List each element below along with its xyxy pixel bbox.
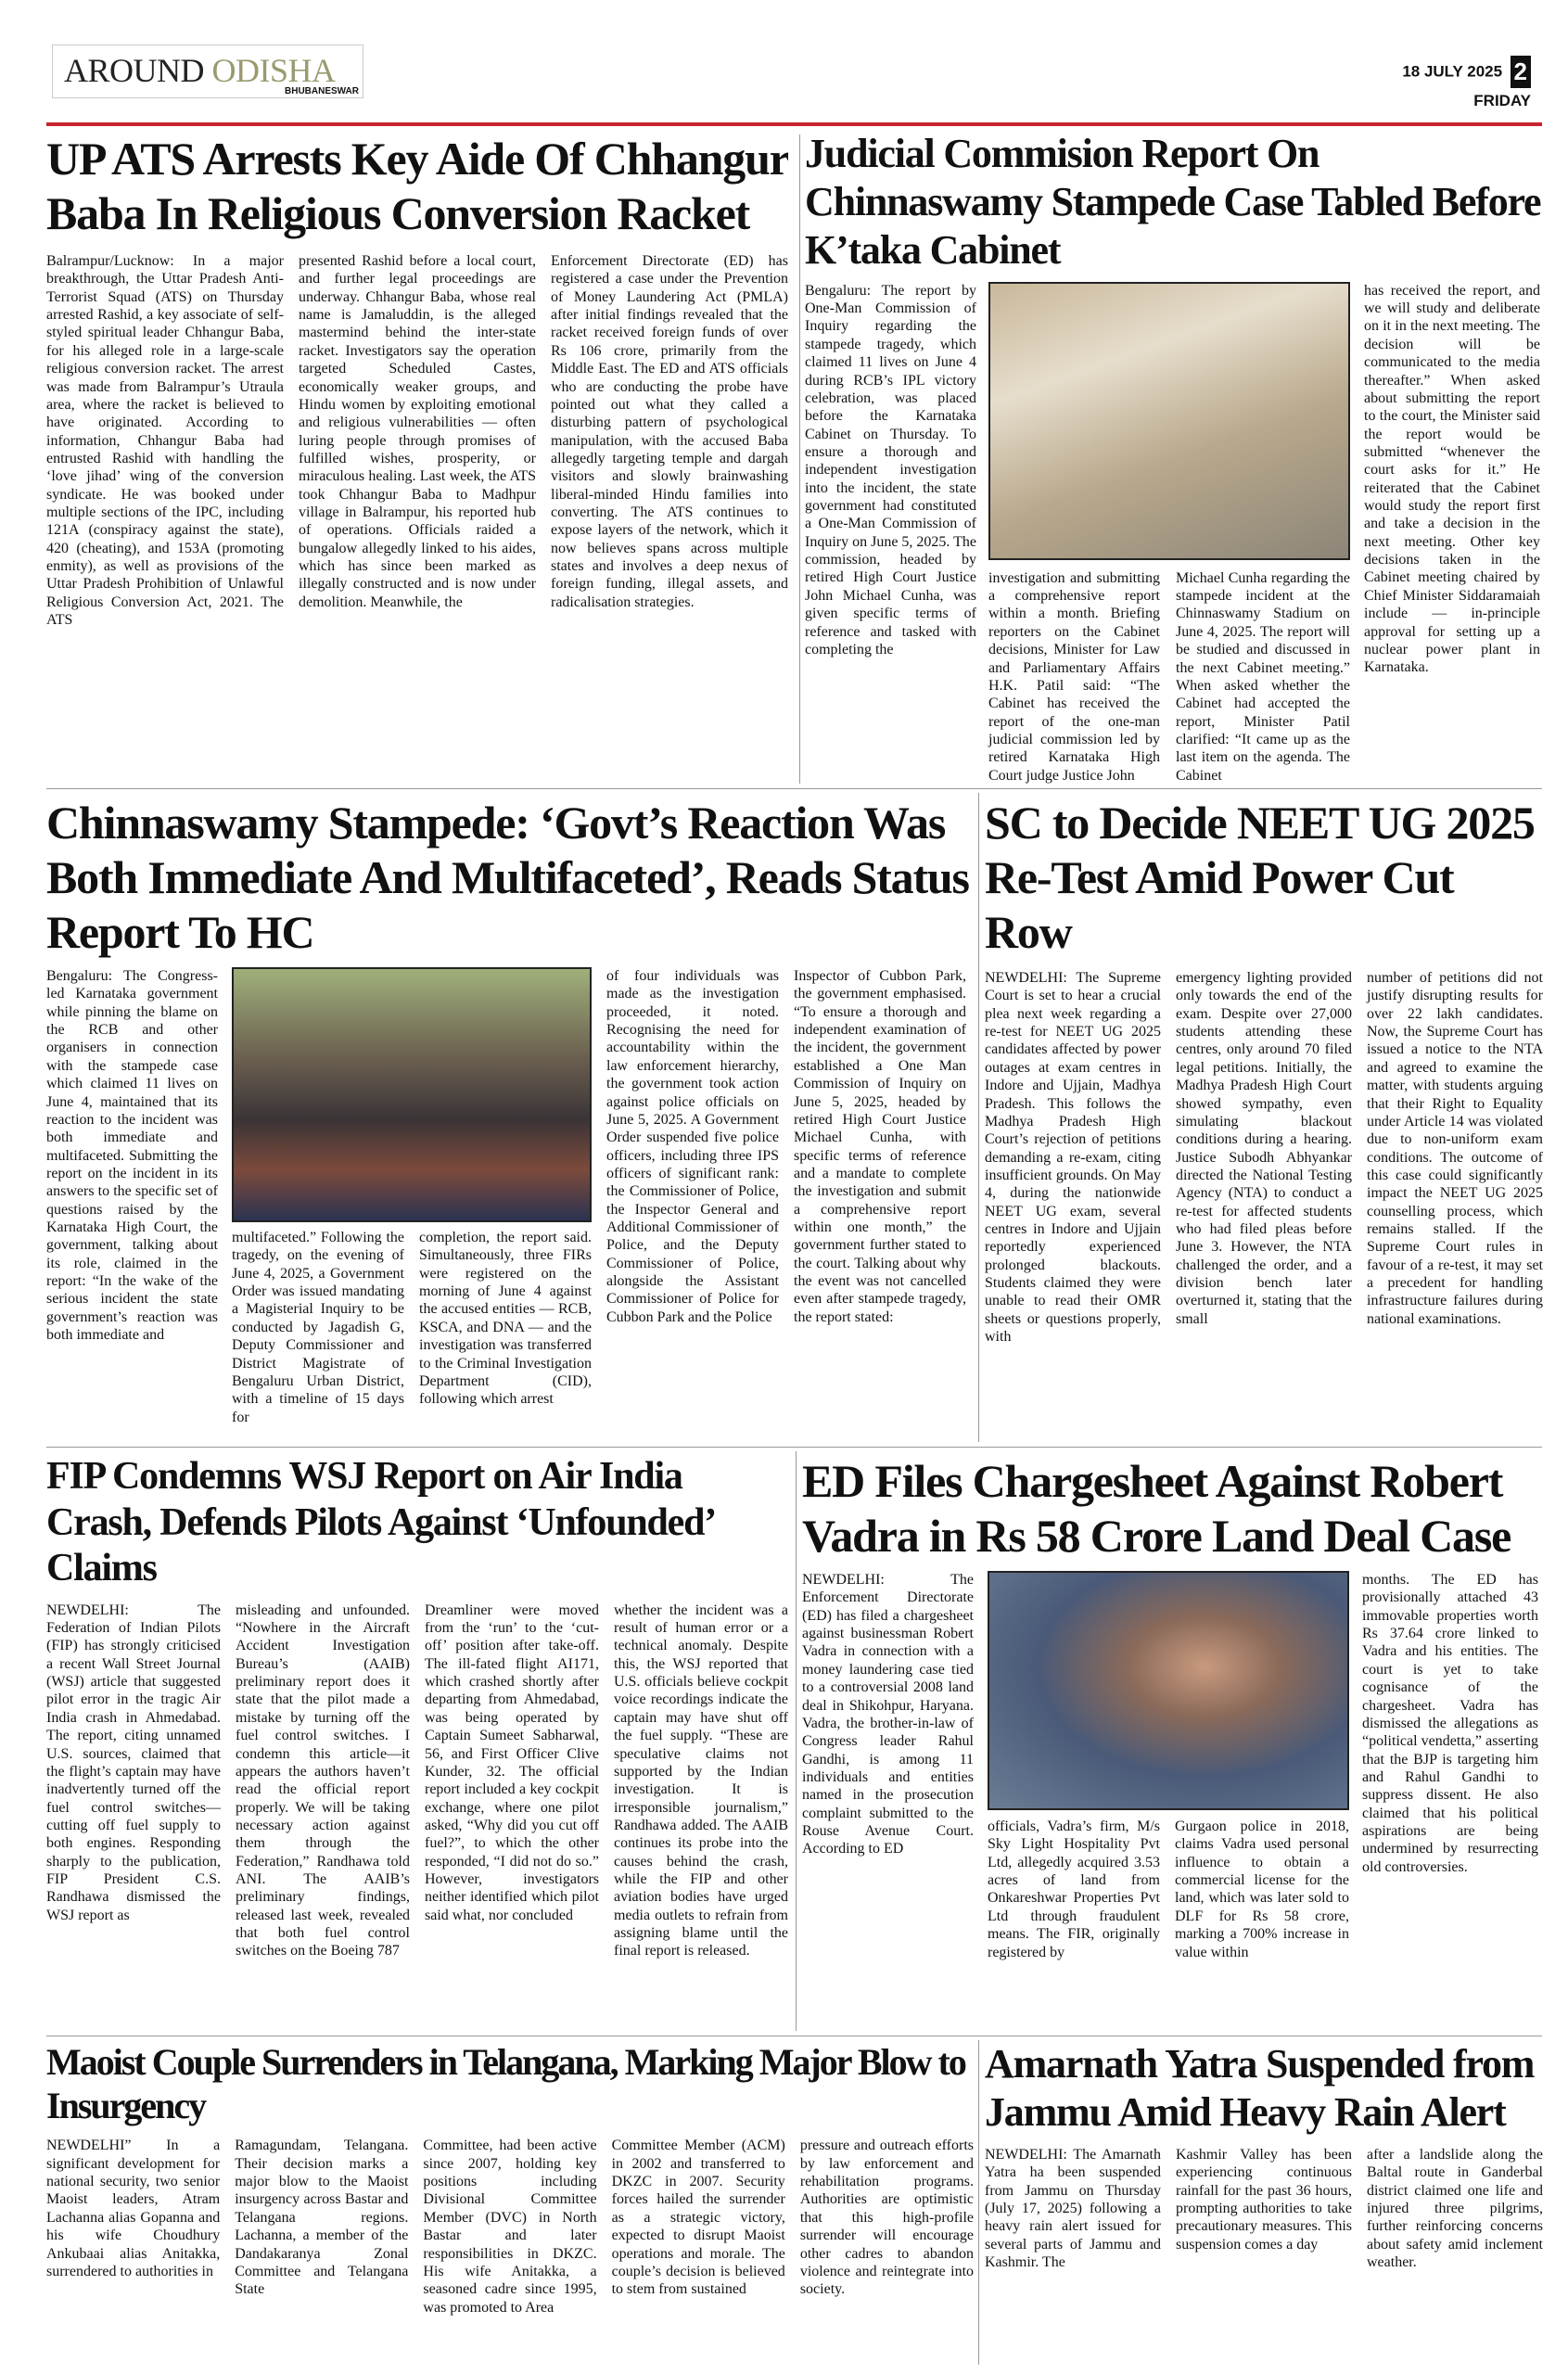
police-crowd-photo [988,282,1350,560]
headline: Judicial Commision Report On Chinnaswamy Stampede Case Tabled Before K’taka Cabinet [805,131,1541,273]
vadra-portrait-photo [988,1571,1349,1810]
headline: SC to Decide NEET UG 2025 Re-Test Amid Power Cut Row [985,797,1535,958]
masthead-city: BHUBANESWAR [285,86,359,96]
headline: ED Files Chargesheet Against Robert Vadra in Rs 58 Crore Land Deal Case [802,1455,1511,1562]
dateline [1402,56,1531,110]
page-number: 2 [1511,56,1531,88]
masthead-rule [46,122,1542,126]
article-body: NEWDELHI: The Supreme Court is set to hear a crucial plea next week regarding a re-test for NEET UG 2025 candidates affected by power outages at exam centres in Indore and Ujjain, Madhya Pradesh. This follows the Madhya Pradesh High Court’s rejection of petitions demanding a re-exam, citing insufficient grounds. On May 4, during the nationwide NEET UG exam, several centres in Indore and Ujjain reportedly experienced prolonged blackouts. Students claimed they were unable to read their OMR sheets or questions properly, with emergency lighting provided only towards the end of the exam. Despite over 27,000 students attending these centres, only around 70 filed legal petitions. Initially, the Madhya Pradesh High Court showed sympathy, even simulating blackout conditions during a hearing. Justice Subodh Abhyankar directed the National Testing Agency (NTA) to conduct a re-test for affected students who had filed pleas before June 3. However, the NTA challenged the order, and a division bench later overturned it, stating that the small number of petitions did not justify disrupting results for over 22 lakh candidates. Now, the Supreme Court has issued a notice to the NTA and agreed to examine the matter, with students arguing that their Right to Equality under Article 14 was violated due to non-uniform exam conditions. The outcome of this case could significantly impact the NEET UG 2025 counselling process, which remains stalled. If the Supreme Court rules in favour of a re-test, it may set a precedent for handling infrastructure failures during national examinations. [985,970,1543,1346]
headline: UP ATS Arrests Key Aide Of Chhangur Baba In Religious Conversion Racket [46,133,788,239]
article-vadra-chargesheet: ED Files Chargesheet Against Robert Vadra in Rs 58 Crore Land Deal Case NEWDELHI: The Enforcement Directorate (ED) has filed a chargesheet against businessman Robert Vadra in connection with a money laundering case tied to a controversial 2008 land deal in Shikohpur, Haryana. Vadra, the brother-in-law of Congress leader Rahul Gandhi, is among 11 individuals and entities named in the prosecution complaint submitted to the Rouse Avenue Court. According to ED officials, Vadra’s firm, M/s Sky Light Hospitality Pvt Ltd, allegedly acquired 3.53 acres of land from Onkareshwar Properties Pvt Ltd through fraudulent means. The FIR, originally registered by Gurgaon police in 2018, claims Vadra used personal influence to obtain a commercial license for the land, which was later sold to DLF for Rs 58 crore, marking a 700% increase in value within months. The ED has provisionally attached 43 immovable properties worth Rs 37.64 crore linked to Vadra and his entities. The court is yet to take cognisance of the chargesheet. Vadra has dismissed the allegations as “political vendetta,” asserting that the BJP is targeting him and Rahul Gandhi to suppress dissent. He also claimed that his political aspirations are being undermined by resurrecting old controversies. [802,1454,1544,2029]
article-body: NEWDELHI” In a significant development for national security, two senior Maoist leaders, Atram Lachanna alias Gopanna and his wife Choudhury Ankubaai alias Anitakka, surrendered to authorities in Ramagundam, Telangana. Their decision marks a major blow to the Maoist insurgency across Bastar and Telangana regions. Lachanna, a member of the Dandakaranya Zonal Committee and Telangana State Committee, had been active since 2007, holding key positions including Divisional Committee Member (DVC) in North Bastar and later responsibilities in DKZC. His wife Anitakka, a seasoned cadre since 1995, was promoted to Area Committee Member (ACM) in 2002 and transferred to DKZC in 2007. Security forces hailed the surrender as a strategic victory, expected to disrupt Maoist operations and morale. The couple’s decision is believed to stem from sustained pressure and outreach efforts by law enforcement and rehabilitation programs. Authorities are optimistic that this high-profile surrender will encourage other cadres to abandon violence and reintegrate into society. [46,2138,974,2316]
headline: Maoist Couple Surrenders in Telangana, Marking Major Blow to Insurgency [46,2041,965,2127]
stadium-crowd-photo [232,967,592,1222]
article-judicial-commission: Judicial Commision Report On Chinnaswamy Stampede Case Tabled Before K’taka Cabinet Bengaluru: The report by One-Man Commission of Inquiry regarding the stampede tragedy, which claimed 11 lives on June 4 during RCB’s IPL victory celebration, was placed before the Karnataka Cabinet on Thursday. To ensure a thorough and independent investigation into the incident, the state government had constituted a One-Man Commission of Inquiry on June 5, 2025. The commission, headed by retired High Court Justice John Michael Cunha, was given specific terms of reference and tasked with completing the investigation and submitting a comprehensive report within a month. Briefing reporters on the Cabinet decisions, Minister for Law and Parliamentary Affairs H.K. Patil said: “The Cabinet has received the report of the one-man judicial commission led by retired Karnataka High Court judge Justice John Michael Cunha regarding the stampede incident at the Chinnaswamy Stadium on June 4, 2025. The report will be studied and discussed in the next Cabinet meeting.” When asked whether the Cabinet had accepted the report, Minister Patil clarified: “It came up as the last item on the agenda. The Cabinet has received the report, and we will study and deliberate on it in the next meeting. The decision will be communicated to the media thereafter.” When asked about submitting the report to the court, the Minister said the report would be submitted “whenever the court asks for it.” He reiterated that the Cabinet would study the report first and take a decision in the next meeting. Other key decisions taken in the Cabinet meeting chaired by Chief Minister Siddaramaiah include — in-principle approval for setting up a nuclear power plant in Karnataka. [805,131,1541,784]
column-divider [978,793,979,1442]
article-amarnath-yatra [985,2040,1543,2365]
masthead-logo [52,45,363,98]
article-ats-arrest [46,132,788,781]
headline: FIP Condemns WSJ Report on Air India Crash, Defends Pilots Against ‘Unfounded’ Claims [46,1455,713,1590]
column-divider [799,134,800,784]
row-divider [46,788,1542,789]
issue-day: FRIDAY [1473,92,1531,109]
article-fip-wsj [46,1454,788,2029]
article-stampede-status: Chinnaswamy Stampede: ‘Govt’s Reaction Was Both Immediate And Multifaceted’, Reads Status Report To HC Bengaluru: The Congress-led Karnataka government while pinning the blame on the RCB and other organisers in connection with the stampede case which claimed 11 lives on June 4, maintained that its reaction to the incident was both immediate and multifaceted. Submitting the report on the incident in its answers to the specific set of questions raised by the Karnataka High Court, the government, talking about its role, claimed in the report: “In the wake of the serious incident the state government’s reaction was both immediate and multifaceted.” Following the tragedy, on the evening of June 4, 2025, a Government Order was issued mandating a Magisterial Inquiry to be conducted by Jagadish G, Deputy Commissioner and District Magistrate of Bengaluru Urban District, with a timeline of 15 days for completion, the report said. Simultaneously, three FIRs were registered on the morning of June 4 against the accused entities — RCB, KSCA, and DNA — and the investigation was transferred to the Criminal Investigation Department (CID), following which arrest of four individuals was made as the investigation proceeded, it noted. Recognising the need for accountability within the law enforcement hierarchy, the government took action against police officials on June 5, 2025. A Government Order suspended five police officers, including three IPS officers of significant rank: the Commissioner of Police, the Inspector General and Additional Commissioner of Police, and the Deputy Commissioner of Police, alongside the Assistant Commissioner of Police for Cubbon Park and the Police Inspector of Cubbon Park, the government emphasised. “To ensure a thorough and independent examination of the incident, the government established a One Man Commission of Inquiry on June 5, 2025, headed by retired High Court Justice Michael Cunha, with specific terms of reference and a mandate to complete the investigation and submit a comprehensive report within one month,” the government further stated to the court. Talking about why the event was not cancelled even after stampede tragedy, the report stated: [46,796,974,1445]
logo-text: AROUND ODISHA [64,52,336,89]
issue-date: 18 JULY 2025 [1402,62,1503,81]
row-divider [46,1447,1542,1448]
article-body: NEWDELHI: The Amarnath Yatra ha been suspended from Jammu on Thursday (July 17, 2025) following a heavy rain alert issued for several parts of Jammu and Kashmir. The Kashmir Valley has been experiencing continuous rainfall for the past 36 hours, prompting authorities to take precautionary measures. This suspension comes a day after a landslide along the Baltal route in Ganderbal district claimed one life and injured three pilgrims, further reinforcing concerns about safety amid inclement weather. [985,2146,1543,2270]
column-divider [796,1451,797,2031]
article-body: Balrampur/Lucknow: In a major breakthrough, the Uttar Pradesh Anti-Terrorist Squad (ATS) on Thursday arrested Rashid, a key associate of self-styled spiritual leader Chhangur Baba, for his alleged role in a large-scale religious conversion racket. The arrest was made from Balrampur’s Utraula area, where the racket is believed to have originated. According to information, Chhangur Baba had entrusted Rashid with handling the ‘love jihad’ wing of the conversion syndicate. He was booked under multiple sections of the IPC, including 121A (conspiracy against the state), 420 (cheating), and 153A (promoting enmity), as well as provisions of the Uttar Pradesh Prohibition of Unlawful Religious Conversion Act, 2021. The ATS presented Rashid before a local court, and further legal proceedings are underway. Chhangur Baba, whose real name is Jamaluddin, is the alleged mastermind behind the inter-state racket. Investigators say the operation targeted Scheduled Castes, economically weaker groups, and Hindu women by exploiting emotional and religious vulnerabilities — often luring people through promises of fulfilled wishes, prosperity, or miraculous healing. Last week, the ATS took Chhangur Baba to Madhpur village in Balrampur, his reported hub of operations. Officials raided a bungalow allegedly linked to his aides, which has since been marked as illegally constructed and is now under demolition. Meanwhile, the Enforcement Directorate (ED) has registered a case under the Prevention of Money Laundering Act (PMLA) after initial findings revealed that the racket received foreign funds of over Rs 106 crore, primarily from the Middle East. The ED and ATS officials who are conducting the probe have pointed out what they called a disturbing pattern of psychological manipulation, with the accused Baba allegedly targeting temple and dargah visitors and slowly brainwashing liberal-minded Hindu families into converting. The ATS continues to expose layers of the network, which it now believes spans across multiple states and involves a deep nexus of foreign funding, illegal assets, and radicalisation strategies. [46,253,788,629]
article-body: NEWDELHI: The Federation of Indian Pilots (FIP) has strongly criticised a recent Wall Street Journal (WSJ) article that suggested pilot error in the tragic Air India crash in Ahmedabad. The report, citing unnamed U.S. sources, claimed that the flight’s captain may have inadvertently turned off the fuel control switches—cutting off fuel supply to both engines. Responding sharply to the publication, FIP President C.S. Randhawa dismissed the WSJ report as misleading and unfounded. “Nowhere in the Aircraft Accident Investigation Bureau’s (AAIB) preliminary report does it state that the pilot made a mistake by turning off the fuel control switches. I condemn this article—it appears the authors haven’t read the official report properly. We will be taking necessary action against them through the Federation,” Randhawa told ANI. The AAIB’s preliminary findings, released last week, revealed that both fuel control switches on the Boeing 787 Dreamliner were moved from the ‘run’ to the ‘cut-off’ position after take-off. The ill-fated flight AI171, which crashed shortly after departing from Ahmedabad, was being operated by Captain Sumeet Sabharwal, 56, and First Officer Clive Kunder, 32. The official report included a key cockpit exchange, where one pilot asked, “Why did you cut off fuel?”, to which the other responded, “I did not do so.” However, investigators neither identified which pilot said what, nor concluded whether the incident was a result of human error or a technical anomaly. Despite this, the WSJ reported that U.S. officials believe cockpit voice recordings indicate the captain may have shut off the fuel supply. “These are speculative claims not supported by the Indian investigation. It is irresponsible journalism,” Randhawa added. The AAIB continues its probe into the causes behind the crash, while the FIP and other aviation bodies have urged media outlets to refrain from assigning blame until the final report is released. [46,1602,788,1959]
column-divider [978,2040,979,2365]
article-neet-retest [985,796,1543,1445]
headline: Chinnaswamy Stampede: ‘Govt’s Reaction Was Both Immediate And Multifaceted’, Reads Status Report To HC [46,797,969,958]
headline: Amarnath Yatra Suspended from Jammu Amid Heavy Rain Alert [985,2041,1535,2135]
article-maoist-surrender [46,2040,974,2365]
